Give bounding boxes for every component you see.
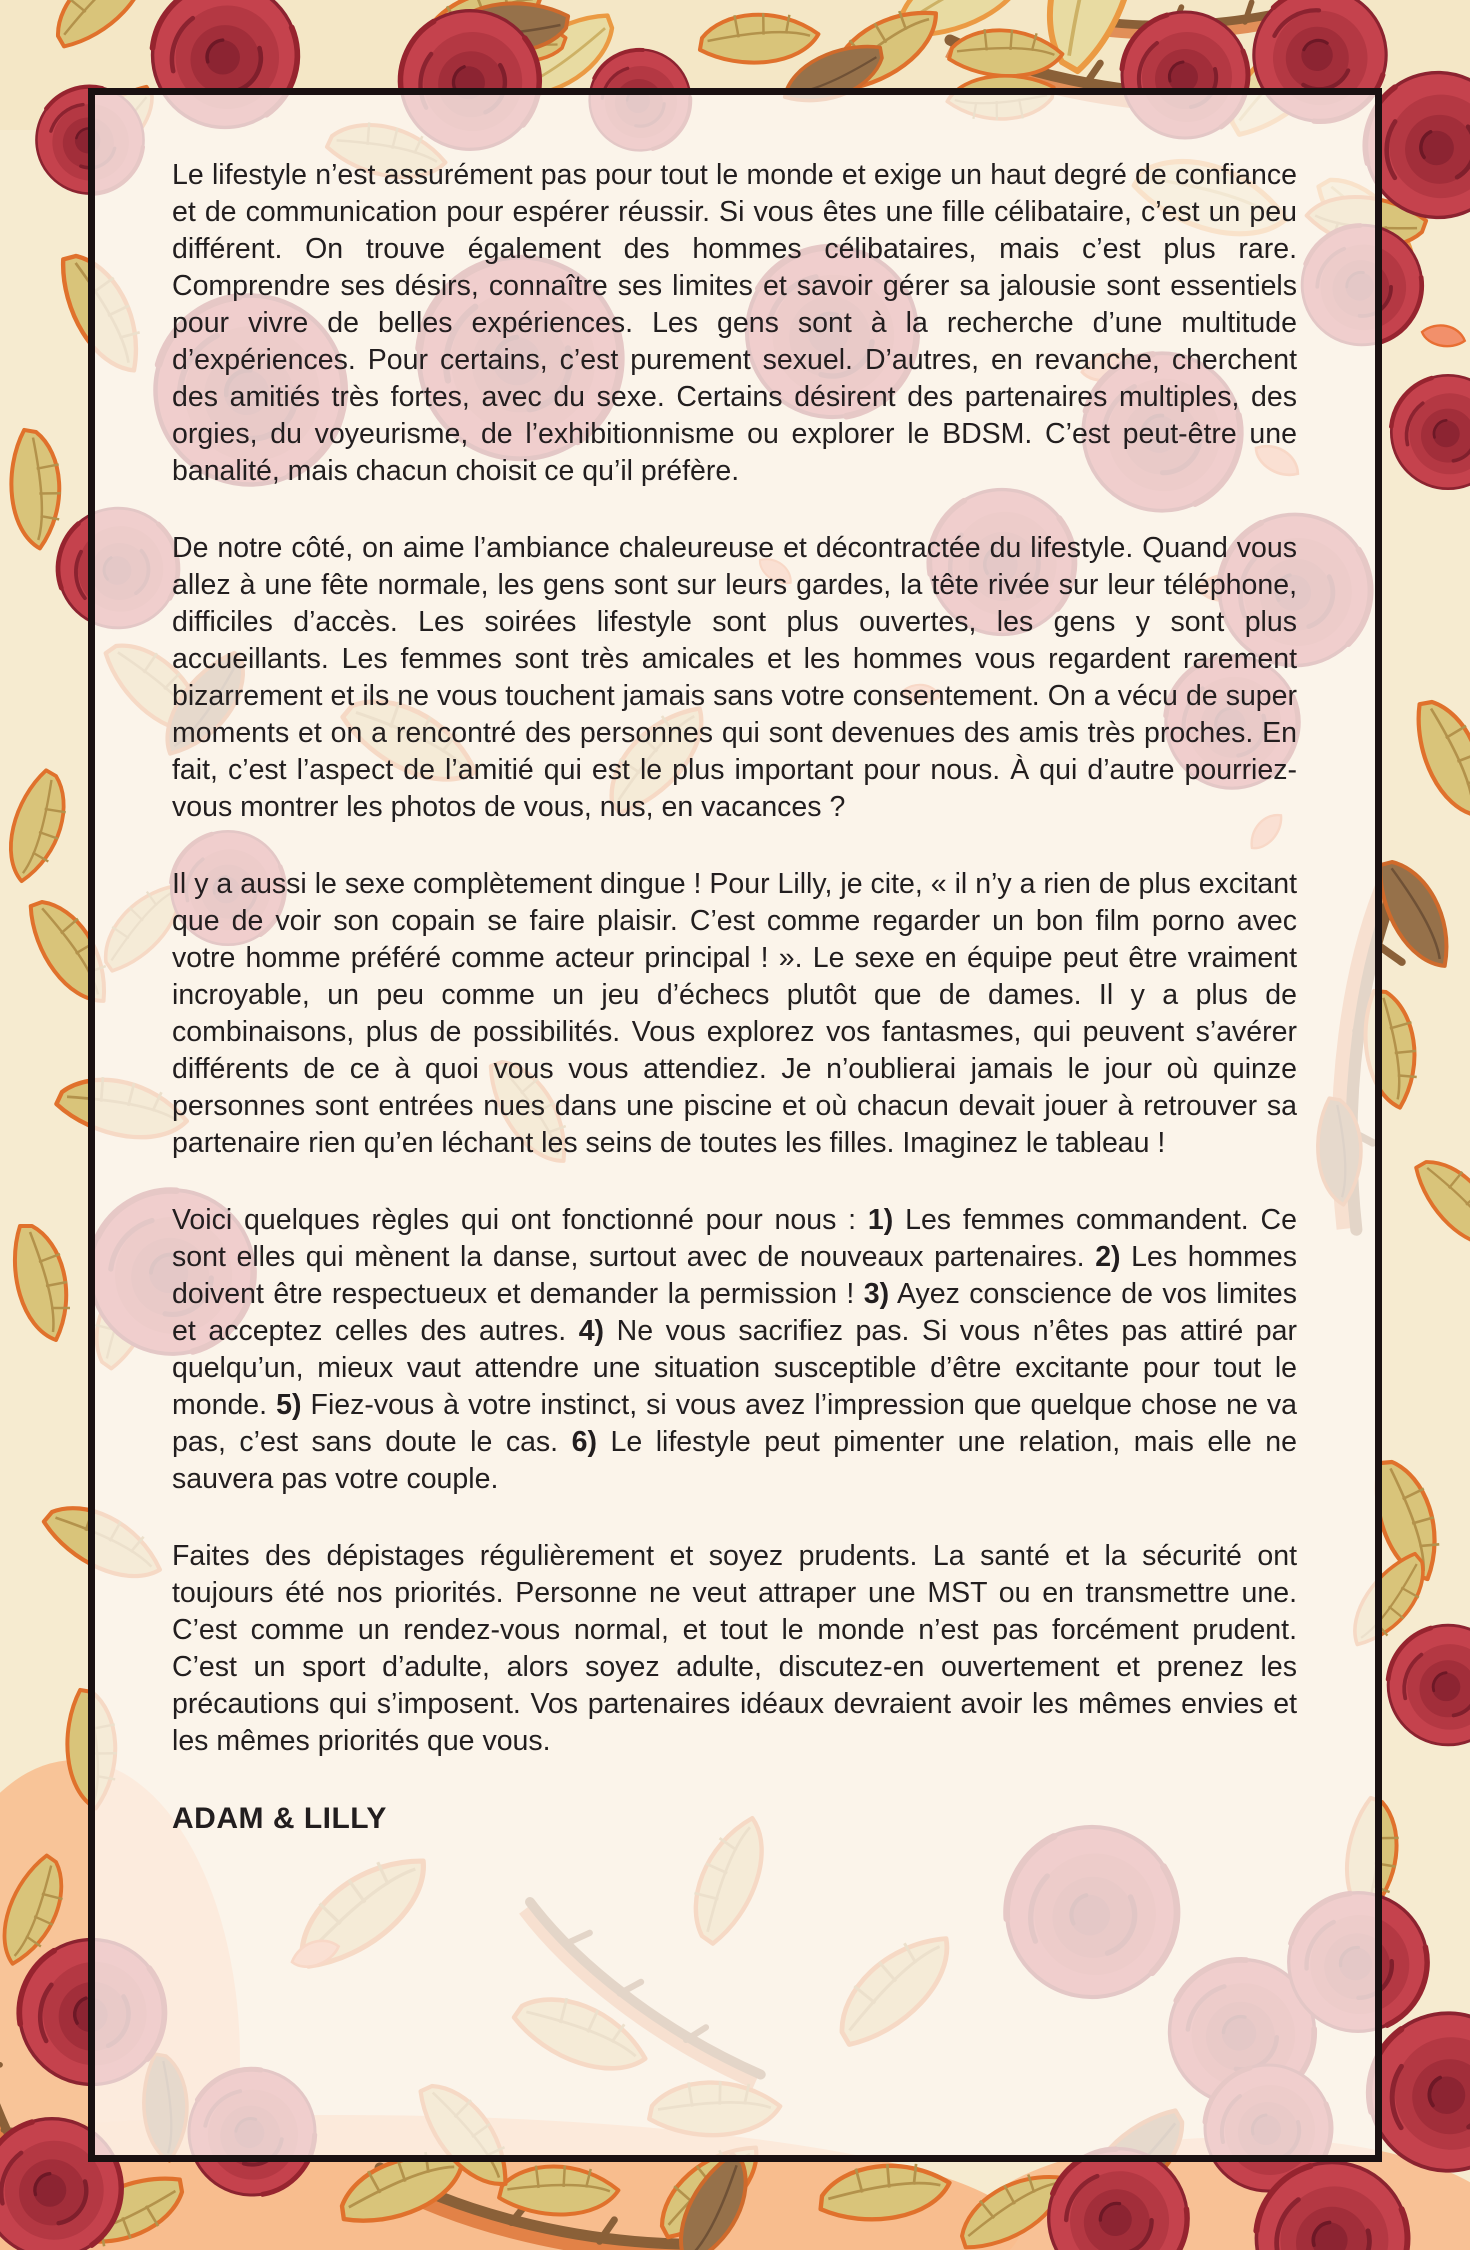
paragraph: Le lifestyle n’est assurément pas pour tout le monde et exige un haut degré de confiance et de communication pour espérer réussir. Si vous êtes une fille célibataire, c’est un peu différent. On trouve également des hommes célibataires, mais c’est plus rare. Comprendre ses désirs, connaître ses limites et savoir gérer sa jalousie sont essentiels pour vivre de belles expériences. Les gens sont à la recherche d’une multitude d’expériences. Pour certains, c’est purement sexuel. D’autres, en revanche, cherchent des amitiés très fortes, avec du sexe. Certains désirent des partenaires multiples, des orgies, du voyeurisme, de l’exhibitionnisme ou explorer le BDSM. C’est peut-être une banalité, mais chacun choisit ce qu’il préfère.: [172, 159, 1297, 487]
bold-segment: 6): [571, 1426, 597, 1458]
paragraph: Voici quelques règles qui ont fonctionné pour nous : 1) Les femmes commandent. Ce sont elles qui mènent la danse, surtout avec de nouveaux partenaires. 2) Les hommes doivent être respectueux et demander la permission ! 3) Ayez conscience de vos limites et acceptez celles des autres. 4) Ne vous sacrifiez pas. Si vous n’êtes pas attiré par quelqu’un, mieux vaut attendre une situation susceptible d’être excitante pour tout le monde. 5) Fiez-vous à votre instinct, si vous avez l’impression que quelque chose ne va pas, c’est sans doute le cas. 6) Le lifestyle peut pimenter une relation, mais elle ne sauvera pas votre couple.: [172, 1204, 1298, 1495]
paragraph: Faites des dépistages régulièrement et soyez prudents. La santé et la sécurité ont toujours été nos priorités. Personne ne veut attraper une MST ou en transmettre une. C’est comme un rendez-vous normal, et tout le monde n’est pas forcément prudent. C’est un sport d’adulte, alors soyez adulte, discutez-en ouvertement et prenez les précautions qui s’imposent. Vos partenaires idéaux devraient avoir les mêmes envies et les mêmes priorités que vous.: [172, 1540, 1297, 1757]
bold-segment: 2): [1095, 1241, 1121, 1273]
bold-segment: 5): [276, 1389, 302, 1421]
bold-segment: 3): [863, 1278, 890, 1310]
bold-segment: 1): [867, 1204, 894, 1236]
signature: ADAM & LILLY: [172, 1802, 387, 1835]
bold-segment: 4): [578, 1315, 605, 1347]
paragraph: De notre côté, on aime l’ambiance chaleureuse et décontractée du lifestyle. Quand vous allez à une fête normale, les gens sont sur leurs gardes, la tête rivée sur leur téléphone, difficiles d’accès. Les soirées lifestyle sont plus ouvertes, les gens y sont plus accueillants. Les femmes sont très amicales et les hommes vous regardent rarement bizarrement et ils ne vous touchent jamais sans votre consentement. On a vécu de super moments et on a rencontré des personnes qui sont devenues des amis très proches. En fait, c’est l’aspect de l’amitié qui est le plus important pour nous. À qui d’autre pourriez-vous montrer les photos de vous, nus, en vacances ?: [172, 532, 1297, 823]
text-panel: [88, 88, 1382, 2162]
paragraph: Il y a aussi le sexe complètement dingue ! Pour Lilly, je cite, « il n’y a rien de plus excitant que de voir son copain se faire plaisir. C’est comme regarder un bon film porno avec votre homme préféré comme acteur principal ! ». Le sexe en équipe peut être vraiment incroyable, un peu comme un jeu d’échecs plutôt que de dames. Il y a plus de combinaisons, plus de possibilités. Vous explorez vos fantasmes, qui peuvent s’avérer différents de ce à quoi vous vous attendiez. Je n’oublierai jamais le jour où quinze personnes sont entrées nues dans une piscine et où chacun devait jouer à retrouver sa partenaire rien qu’en léchant les seins de toutes les filles. Imaginez le tableau !: [172, 868, 1297, 1159]
page-text: [172, 157, 1297, 1877]
